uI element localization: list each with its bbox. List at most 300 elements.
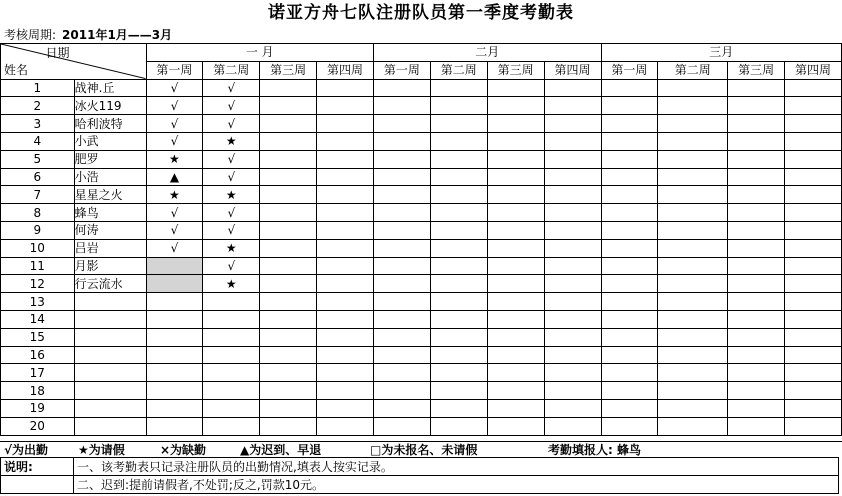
attendance-cell[interactable] [260, 399, 317, 417]
attendance-cell[interactable] [374, 115, 431, 133]
notes-line-2[interactable]: 二、迟到:提前请假者,不处罚;反之,罚款10元。 [74, 476, 839, 494]
attendance-cell[interactable] [430, 257, 487, 275]
attendance-cell[interactable] [728, 239, 785, 257]
attendance-cell[interactable] [785, 221, 842, 239]
attendance-cell[interactable] [601, 79, 658, 97]
attendance-cell[interactable] [487, 115, 544, 133]
attendance-cell[interactable] [487, 346, 544, 364]
row-number[interactable]: 3 [1, 115, 75, 133]
attendance-cell[interactable] [203, 364, 260, 382]
attendance-cell[interactable] [317, 239, 374, 257]
attendance-cell[interactable] [430, 186, 487, 204]
attendance-cell[interactable] [317, 328, 374, 346]
member-name-cell[interactable]: 何涛 [74, 221, 146, 239]
row-number[interactable]: 6 [1, 168, 75, 186]
week-header[interactable]: 第三周 [260, 61, 317, 79]
attendance-cell[interactable] [601, 257, 658, 275]
attendance-cell[interactable] [785, 293, 842, 311]
attendance-cell[interactable] [544, 132, 601, 150]
attendance-cell[interactable] [260, 239, 317, 257]
attendance-cell[interactable] [728, 150, 785, 168]
member-name-cell[interactable]: 肥罗 [74, 150, 146, 168]
attendance-cell[interactable] [430, 204, 487, 222]
attendance-cell[interactable] [430, 275, 487, 293]
member-name-cell[interactable] [74, 293, 146, 311]
table-row [1, 346, 842, 364]
attendance-cell[interactable] [601, 275, 658, 293]
attendance-cell[interactable] [430, 293, 487, 311]
attendance-cell[interactable] [728, 364, 785, 382]
attendance-cell[interactable] [601, 293, 658, 311]
week-header[interactable]: 第三周 [487, 61, 544, 79]
attendance-cell[interactable] [785, 257, 842, 275]
attendance-cell[interactable] [430, 79, 487, 97]
attendance-cell[interactable]: √ [203, 150, 260, 168]
attendance-cell[interactable] [260, 364, 317, 382]
attendance-cell[interactable] [374, 186, 431, 204]
attendance-cell[interactable] [544, 115, 601, 133]
attendance-cell[interactable]: √ [203, 257, 260, 275]
attendance-cell[interactable] [203, 328, 260, 346]
attendance-cell[interactable]: √ [146, 115, 203, 133]
member-name-cell[interactable] [74, 328, 146, 346]
attendance-cell[interactable] [658, 115, 728, 133]
attendance-cell[interactable] [658, 417, 728, 435]
attendance-cell[interactable] [785, 417, 842, 435]
attendance-cell[interactable] [487, 275, 544, 293]
attendance-cell[interactable] [487, 97, 544, 115]
attendance-cell[interactable]: √ [203, 97, 260, 115]
member-name-cell[interactable]: 蜂鸟 [74, 204, 146, 222]
attendance-cell[interactable] [374, 417, 431, 435]
attendance-cell[interactable]: √ [203, 115, 260, 133]
attendance-cell[interactable] [658, 150, 728, 168]
attendance-cell[interactable] [317, 186, 374, 204]
attendance-cell[interactable] [317, 417, 374, 435]
attendance-cell[interactable] [601, 132, 658, 150]
attendance-cell[interactable] [146, 382, 203, 400]
attendance-cell[interactable] [260, 310, 317, 328]
attendance-cell[interactable]: ▲ [146, 168, 203, 186]
row-number[interactable]: 1 [1, 79, 75, 97]
attendance-cell[interactable]: ★ [146, 150, 203, 168]
attendance-cell[interactable] [260, 168, 317, 186]
attendance-cell[interactable] [658, 132, 728, 150]
attendance-cell[interactable] [728, 97, 785, 115]
attendance-cell[interactable] [317, 79, 374, 97]
row-number[interactable]: 8 [1, 204, 75, 222]
attendance-cell[interactable] [317, 346, 374, 364]
week-header[interactable]: 第四周 [785, 61, 842, 79]
row-number[interactable]: 19 [1, 399, 75, 417]
attendance-cell[interactable]: √ [203, 204, 260, 222]
attendance-cell[interactable] [544, 204, 601, 222]
attendance-cell[interactable] [374, 328, 431, 346]
attendance-cell[interactable] [601, 150, 658, 168]
attendance-cell[interactable] [487, 239, 544, 257]
attendance-cell[interactable] [260, 132, 317, 150]
attendance-cell[interactable]: √ [146, 221, 203, 239]
attendance-cell[interactable] [728, 417, 785, 435]
attendance-cell[interactable] [430, 364, 487, 382]
attendance-cell[interactable] [430, 239, 487, 257]
attendance-cell[interactable] [658, 382, 728, 400]
attendance-cell[interactable] [785, 364, 842, 382]
month-header-feb[interactable]: 二月 [374, 44, 602, 62]
attendance-cell[interactable] [317, 204, 374, 222]
row-number[interactable]: 11 [1, 257, 75, 275]
attendance-cell[interactable] [317, 168, 374, 186]
attendance-cell[interactable] [601, 346, 658, 364]
member-name-cell[interactable] [74, 310, 146, 328]
attendance-cell[interactable] [785, 150, 842, 168]
attendance-cell[interactable]: √ [203, 221, 260, 239]
attendance-cell[interactable] [260, 382, 317, 400]
attendance-cell[interactable] [544, 257, 601, 275]
attendance-cell[interactable] [728, 221, 785, 239]
week-header[interactable]: 第一周 [146, 61, 203, 79]
attendance-cell[interactable] [728, 115, 785, 133]
attendance-cell[interactable] [430, 97, 487, 115]
attendance-cell[interactable] [658, 293, 728, 311]
attendance-cell[interactable] [658, 186, 728, 204]
attendance-cell[interactable]: √ [146, 239, 203, 257]
attendance-cell[interactable] [260, 204, 317, 222]
row-number[interactable]: 18 [1, 382, 75, 400]
row-number[interactable]: 5 [1, 150, 75, 168]
week-header[interactable]: 第二周 [658, 61, 728, 79]
week-header[interactable]: 第一周 [601, 61, 658, 79]
attendance-cell[interactable] [146, 275, 203, 293]
attendance-cell[interactable] [601, 310, 658, 328]
attendance-cell[interactable] [544, 328, 601, 346]
attendance-cell[interactable] [260, 221, 317, 239]
attendance-cell[interactable] [430, 310, 487, 328]
attendance-cell[interactable]: ★ [146, 186, 203, 204]
attendance-cell[interactable] [601, 168, 658, 186]
attendance-cell[interactable] [317, 382, 374, 400]
attendance-cell[interactable] [544, 150, 601, 168]
attendance-cell[interactable] [544, 186, 601, 204]
attendance-cell[interactable] [374, 132, 431, 150]
attendance-cell[interactable] [658, 257, 728, 275]
attendance-cell[interactable] [260, 115, 317, 133]
attendance-cell[interactable] [374, 275, 431, 293]
attendance-cell[interactable]: ★ [203, 239, 260, 257]
member-name-cell[interactable]: 战神.丘 [74, 79, 146, 97]
week-header[interactable]: 第二周 [203, 61, 260, 79]
attendance-cell[interactable] [146, 399, 203, 417]
attendance-cell[interactable] [544, 399, 601, 417]
attendance-cell[interactable] [658, 204, 728, 222]
attendance-cell[interactable] [430, 168, 487, 186]
attendance-cell[interactable] [260, 328, 317, 346]
attendance-cell[interactable] [728, 132, 785, 150]
attendance-cell[interactable] [317, 293, 374, 311]
attendance-cell[interactable] [317, 275, 374, 293]
attendance-cell[interactable] [544, 168, 601, 186]
attendance-cell[interactable]: √ [146, 204, 203, 222]
attendance-cell[interactable] [728, 257, 785, 275]
attendance-cell[interactable] [374, 293, 431, 311]
attendance-cell[interactable] [785, 168, 842, 186]
row-number[interactable]: 13 [1, 293, 75, 311]
table-row [1, 168, 842, 186]
member-name-cell[interactable]: 冰火119 [74, 97, 146, 115]
attendance-cell[interactable] [728, 382, 785, 400]
attendance-cell[interactable] [658, 97, 728, 115]
attendance-cell[interactable] [317, 310, 374, 328]
row-number[interactable]: 2 [1, 97, 75, 115]
attendance-cell[interactable] [785, 204, 842, 222]
attendance-cell[interactable] [785, 328, 842, 346]
member-name-cell[interactable]: 星星之火 [74, 186, 146, 204]
attendance-cell[interactable] [658, 275, 728, 293]
attendance-cell[interactable] [601, 239, 658, 257]
row-number[interactable]: 14 [1, 310, 75, 328]
attendance-cell[interactable] [601, 364, 658, 382]
attendance-cell[interactable] [430, 150, 487, 168]
attendance-cell[interactable] [317, 132, 374, 150]
attendance-cell[interactable] [374, 97, 431, 115]
attendance-cell[interactable]: ★ [203, 132, 260, 150]
attendance-cell[interactable] [317, 221, 374, 239]
row-number[interactable]: 16 [1, 346, 75, 364]
attendance-cell[interactable] [487, 417, 544, 435]
attendance-cell[interactable] [487, 132, 544, 150]
attendance-cell[interactable] [487, 399, 544, 417]
member-name-cell[interactable] [74, 417, 146, 435]
attendance-cell[interactable] [146, 257, 203, 275]
attendance-cell[interactable] [430, 382, 487, 400]
member-name-cell[interactable]: 哈利波特 [74, 115, 146, 133]
attendance-cell[interactable] [728, 346, 785, 364]
week-header[interactable]: 第三周 [728, 61, 785, 79]
attendance-cell[interactable] [487, 168, 544, 186]
attendance-cell[interactable] [317, 150, 374, 168]
attendance-cell[interactable] [487, 310, 544, 328]
attendance-cell[interactable] [374, 79, 431, 97]
attendance-cell[interactable] [544, 239, 601, 257]
member-name-cell[interactable]: 行云流水 [74, 275, 146, 293]
row-number[interactable]: 4 [1, 132, 75, 150]
attendance-cell[interactable] [203, 399, 260, 417]
week-header[interactable]: 第二周 [430, 61, 487, 79]
row-number[interactable]: 17 [1, 364, 75, 382]
week-header[interactable]: 第四周 [317, 61, 374, 79]
attendance-cell[interactable] [658, 168, 728, 186]
member-name-cell[interactable] [74, 399, 146, 417]
attendance-cell[interactable] [430, 346, 487, 364]
attendance-cell[interactable] [260, 346, 317, 364]
attendance-cell[interactable] [658, 328, 728, 346]
attendance-cell[interactable] [728, 293, 785, 311]
attendance-cell[interactable] [658, 399, 728, 417]
attendance-cell[interactable] [487, 186, 544, 204]
attendance-cell[interactable] [203, 346, 260, 364]
attendance-cell[interactable] [658, 346, 728, 364]
attendance-cell[interactable] [728, 186, 785, 204]
attendance-cell[interactable] [658, 310, 728, 328]
attendance-cell[interactable] [601, 97, 658, 115]
attendance-cell[interactable] [544, 310, 601, 328]
attendance-cell[interactable] [260, 150, 317, 168]
member-name-cell[interactable]: 吕岩 [74, 239, 146, 257]
attendance-cell[interactable] [146, 293, 203, 311]
attendance-cell[interactable]: √ [203, 168, 260, 186]
attendance-cell[interactable] [544, 97, 601, 115]
attendance-cell[interactable] [601, 382, 658, 400]
member-name-cell[interactable]: 小武 [74, 132, 146, 150]
attendance-cell[interactable] [785, 275, 842, 293]
attendance-cell[interactable] [317, 399, 374, 417]
attendance-cell[interactable] [146, 417, 203, 435]
attendance-cell[interactable] [430, 417, 487, 435]
attendance-cell[interactable] [728, 310, 785, 328]
row-number[interactable]: 12 [1, 275, 75, 293]
attendance-cell[interactable] [374, 204, 431, 222]
attendance-cell[interactable] [260, 275, 317, 293]
attendance-cell[interactable] [317, 97, 374, 115]
notes-line-1[interactable]: 一、该考勤表只记录注册队员的出勤情况,填表人按实记录。 [74, 458, 839, 476]
attendance-cell[interactable] [374, 239, 431, 257]
attendance-cell[interactable] [601, 186, 658, 204]
attendance-cell[interactable] [601, 399, 658, 417]
attendance-cell[interactable] [544, 275, 601, 293]
attendance-cell[interactable] [487, 150, 544, 168]
attendance-cell[interactable] [374, 221, 431, 239]
attendance-cell[interactable] [785, 382, 842, 400]
attendance-cell[interactable] [785, 346, 842, 364]
attendance-cell[interactable] [785, 186, 842, 204]
attendance-cell[interactable] [728, 399, 785, 417]
attendance-cell[interactable] [430, 115, 487, 133]
attendance-cell[interactable] [260, 79, 317, 97]
attendance-cell[interactable] [658, 239, 728, 257]
attendance-cell[interactable] [487, 79, 544, 97]
attendance-cell[interactable] [601, 328, 658, 346]
attendance-cell[interactable] [317, 257, 374, 275]
attendance-cell[interactable] [785, 115, 842, 133]
attendance-cell[interactable] [430, 328, 487, 346]
member-name-cell[interactable] [74, 364, 146, 382]
member-name-cell[interactable]: 小浩 [74, 168, 146, 186]
attendance-cell[interactable] [658, 364, 728, 382]
attendance-cell[interactable] [785, 97, 842, 115]
attendance-cell[interactable] [374, 257, 431, 275]
week-header[interactable]: 第一周 [374, 61, 431, 79]
month-header-mar[interactable]: 三月 [601, 44, 842, 62]
attendance-cell[interactable] [487, 364, 544, 382]
attendance-cell[interactable] [658, 79, 728, 97]
attendance-cell[interactable] [785, 132, 842, 150]
attendance-cell[interactable] [260, 257, 317, 275]
attendance-cell[interactable] [487, 328, 544, 346]
attendance-cell[interactable] [430, 399, 487, 417]
attendance-cell[interactable] [146, 346, 203, 364]
attendance-cell[interactable] [430, 221, 487, 239]
attendance-cell[interactable] [203, 310, 260, 328]
row-number[interactable]: 20 [1, 417, 75, 435]
attendance-cell[interactable] [203, 382, 260, 400]
attendance-cell[interactable]: √ [146, 79, 203, 97]
attendance-cell[interactable] [487, 204, 544, 222]
attendance-cell[interactable] [146, 328, 203, 346]
attendance-cell[interactable] [544, 417, 601, 435]
attendance-cell[interactable] [544, 382, 601, 400]
attendance-cell[interactable] [203, 417, 260, 435]
attendance-cell[interactable] [260, 97, 317, 115]
row-number[interactable]: 7 [1, 186, 75, 204]
attendance-cell[interactable] [146, 364, 203, 382]
attendance-cell[interactable] [430, 132, 487, 150]
member-name-cell[interactable]: 月影 [74, 257, 146, 275]
attendance-cell[interactable] [544, 221, 601, 239]
attendance-cell[interactable] [374, 364, 431, 382]
table-row [1, 204, 842, 222]
attendance-cell[interactable] [785, 79, 842, 97]
attendance-cell[interactable]: ★ [203, 186, 260, 204]
attendance-cell[interactable]: √ [146, 97, 203, 115]
attendance-cell[interactable] [487, 257, 544, 275]
month-header-jan[interactable]: 一 月 [146, 44, 374, 62]
attendance-cell[interactable] [601, 221, 658, 239]
attendance-cell[interactable] [658, 221, 728, 239]
member-name-cell[interactable] [74, 346, 146, 364]
attendance-cell[interactable] [374, 168, 431, 186]
attendance-cell[interactable] [601, 417, 658, 435]
attendance-cell[interactable] [601, 204, 658, 222]
attendance-cell[interactable] [728, 328, 785, 346]
member-name-cell[interactable] [74, 382, 146, 400]
attendance-cell[interactable]: ★ [203, 275, 260, 293]
attendance-cell[interactable]: √ [203, 79, 260, 97]
attendance-cell[interactable] [544, 293, 601, 311]
attendance-cell[interactable] [203, 293, 260, 311]
attendance-cell[interactable] [260, 293, 317, 311]
attendance-cell[interactable] [374, 399, 431, 417]
attendance-cell[interactable] [487, 382, 544, 400]
attendance-cell[interactable] [487, 293, 544, 311]
attendance-cell[interactable] [544, 364, 601, 382]
week-header[interactable]: 第四周 [544, 61, 601, 79]
attendance-cell[interactable] [728, 204, 785, 222]
row-number[interactable]: 9 [1, 221, 75, 239]
row-number[interactable]: 15 [1, 328, 75, 346]
attendance-cell[interactable] [785, 239, 842, 257]
attendance-cell[interactable] [374, 150, 431, 168]
attendance-cell[interactable] [728, 79, 785, 97]
attendance-cell[interactable] [728, 275, 785, 293]
attendance-cell[interactable] [260, 186, 317, 204]
attendance-cell[interactable] [146, 310, 203, 328]
attendance-cell[interactable] [544, 79, 601, 97]
attendance-cell[interactable] [544, 346, 601, 364]
attendance-cell[interactable] [317, 364, 374, 382]
attendance-cell[interactable] [374, 310, 431, 328]
attendance-cell[interactable] [601, 115, 658, 133]
attendance-cell[interactable] [374, 382, 431, 400]
attendance-cell[interactable] [317, 115, 374, 133]
attendance-cell[interactable] [260, 417, 317, 435]
row-number[interactable]: 10 [1, 239, 75, 257]
attendance-cell[interactable] [374, 346, 431, 364]
attendance-cell[interactable] [728, 168, 785, 186]
attendance-cell[interactable]: √ [146, 132, 203, 150]
attendance-cell[interactable] [487, 221, 544, 239]
attendance-cell[interactable] [785, 399, 842, 417]
attendance-cell[interactable] [785, 310, 842, 328]
